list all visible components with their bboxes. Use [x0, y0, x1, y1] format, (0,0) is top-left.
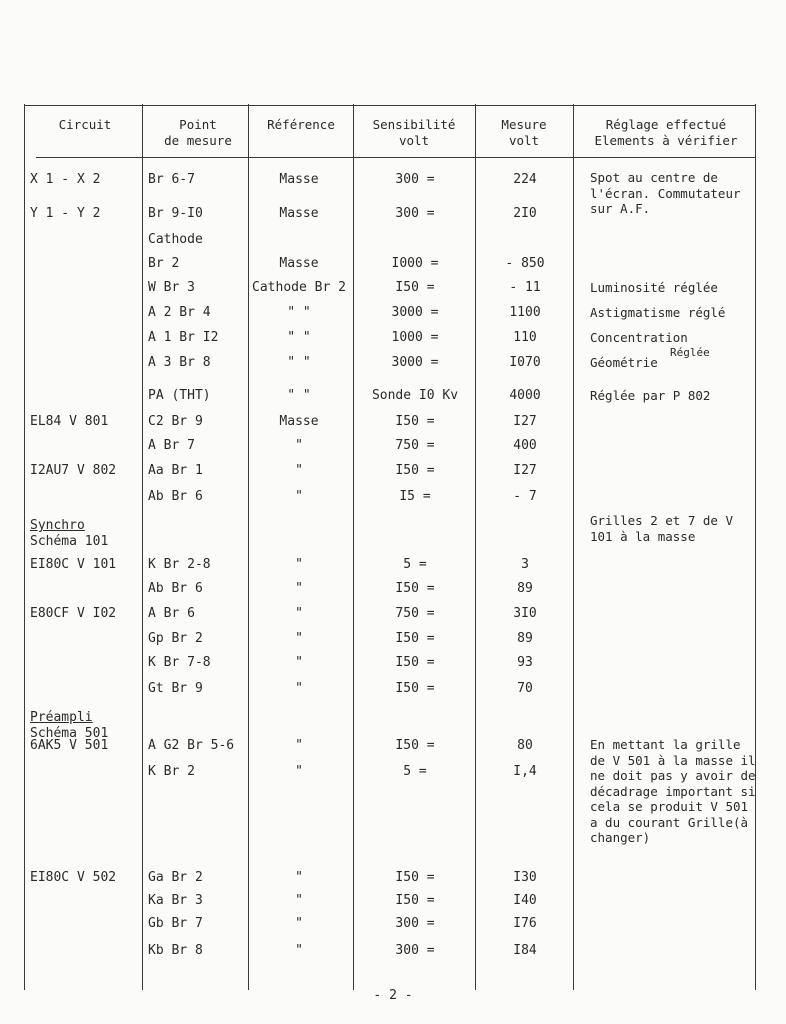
row-point-cell: K Br 2-8	[148, 557, 211, 572]
row-mes-cell: I30	[513, 870, 537, 885]
row-ref-cell: Masse	[279, 256, 319, 271]
row-ref-cell: Masse	[279, 206, 319, 221]
row-note-cell: Réglée par P 802	[590, 388, 711, 403]
row-mes-cell: I070	[509, 355, 541, 370]
header-reference: Référence	[267, 117, 335, 132]
row-point-cell: A 2 Br 4	[148, 305, 211, 320]
row-sens-cell: 750 =	[395, 438, 435, 453]
header-point: Point de mesure	[164, 117, 232, 148]
row-ref-cell: "	[295, 764, 303, 779]
page-number: - 2 -	[373, 988, 413, 1003]
row-sens-cell: I50 =	[395, 463, 435, 478]
row-sens-cell: 5 =	[403, 764, 427, 779]
row-mes-cell: 4000	[509, 388, 541, 403]
row-mes-cell: 80	[517, 738, 533, 753]
row-point-cell: W Br 3	[148, 280, 195, 295]
row-ref-cell: "	[295, 870, 303, 885]
row-sens-cell: I50 =	[395, 870, 435, 885]
column-rule	[142, 104, 143, 990]
row-ref-cell: "	[295, 581, 303, 596]
row-point-cell: Gp Br 2	[148, 631, 203, 646]
row-mes-cell: - 11	[509, 280, 541, 295]
row-circuit-cell: E80CF V I02	[30, 606, 117, 621]
row-point-cell: A Br 6	[148, 606, 195, 621]
row-ref-cell: " "	[287, 305, 311, 320]
row-point-cell: Gb Br 7	[148, 916, 203, 931]
row-sens-cell: Sonde I0 Kv	[371, 388, 459, 403]
row-mes-cell: I,4	[513, 764, 537, 779]
column-rule	[248, 104, 249, 990]
row-mes-cell: I76	[513, 916, 537, 931]
row-mes-cell: 70	[517, 681, 533, 696]
row-mes-cell: - 850	[505, 256, 545, 271]
column-rule	[475, 104, 476, 990]
row-ref-cell: Masse	[279, 172, 319, 187]
row-mes-cell: I27	[513, 463, 537, 478]
preampli-title: Préampli	[30, 710, 93, 725]
row-ref-cell: "	[295, 463, 303, 478]
row-note-cell: Luminosité réglée	[590, 280, 718, 295]
row-point-cell: Ka Br 3	[148, 893, 203, 908]
row-ref-cell: "	[295, 631, 303, 646]
column-rule	[755, 104, 756, 990]
row-sens-cell: 300 =	[395, 943, 435, 958]
table-top-rule	[24, 105, 756, 106]
row-point-cell: Br 2	[148, 256, 180, 271]
row-point-cell: Aa Br 1	[148, 463, 203, 478]
synchro-schema: Schéma 101	[30, 534, 109, 549]
header-mesure: Mesure volt	[501, 117, 547, 148]
row-point-cell: K Br 2	[148, 764, 195, 779]
row-sens-cell: 3000 =	[391, 355, 439, 370]
row-ref-cell: "	[295, 893, 303, 908]
row-circuit-cell: Y 1 - Y 2	[30, 206, 101, 221]
row-sens-cell: I50 =	[395, 631, 435, 646]
row-ref-cell: Cathode Br 2	[252, 280, 346, 295]
row-point-cell: Cathode	[148, 232, 203, 247]
preampli-note: En mettant la grille de V 501 à la masse il ne doit pas y avoir de décadrage important si cela se produit V 501 a du courant Grille(à changer)	[590, 737, 756, 845]
row-sens-cell: 5 =	[403, 557, 427, 572]
row-ref-cell: "	[295, 916, 303, 931]
synchro-title: Synchro	[30, 518, 85, 533]
row-ref-cell: Masse	[279, 414, 319, 429]
row-sens-cell: 300 =	[395, 206, 435, 221]
row-mes-cell: 89	[517, 631, 533, 646]
row-mes-cell: 224	[513, 172, 537, 187]
row-circuit-cell: EI80C V 502	[30, 870, 117, 885]
row-mes-cell: 89	[517, 581, 533, 596]
row-sens-cell: I50 =	[395, 655, 435, 670]
row-circuit-cell: EL84 V 801	[30, 414, 109, 429]
row-sens-cell: 300 =	[395, 172, 435, 187]
row-point-cell: A 1 Br I2	[148, 330, 219, 345]
geometrie-suffix: Réglée	[670, 346, 710, 359]
row-ref-cell: "	[295, 738, 303, 753]
row-mes-cell: I27	[513, 414, 537, 429]
row-point-cell: Ga Br 2	[148, 870, 203, 885]
row-circuit-cell: X 1 - X 2	[30, 172, 101, 187]
row-note-cell: Astigmatisme réglé	[590, 305, 726, 320]
row-sens-cell: 3000 =	[391, 305, 439, 320]
row-note-cell: Concentration	[590, 330, 688, 345]
synchro-circuit: EI80C V 101	[30, 557, 117, 572]
row-point-cell: Br 9-I0	[148, 206, 203, 221]
header-circuit: Circuit	[58, 117, 112, 132]
row-point-cell: Kb Br 8	[148, 943, 203, 958]
column-rule	[353, 104, 354, 990]
row-mes-cell: 1100	[509, 305, 541, 320]
header-bottom-rule	[36, 157, 756, 158]
preampli-schema: Schéma 501	[30, 726, 109, 741]
row-ref-cell: "	[295, 438, 303, 453]
row-sens-cell: I50 =	[395, 738, 435, 753]
row-point-cell: K Br 7-8	[148, 655, 211, 670]
header-sensibilite: Sensibilité volt	[372, 117, 456, 148]
row-point-cell: A Br 7	[148, 438, 195, 453]
row-ref-cell: "	[295, 557, 303, 572]
row-point-cell: A 3 Br 8	[148, 355, 211, 370]
row-ref-cell: " "	[287, 355, 311, 370]
row-mes-cell: 3I0	[513, 606, 537, 621]
row-ref-cell: " "	[287, 330, 311, 345]
row-sens-cell: I50 =	[395, 681, 435, 696]
spot-note: Spot au centre de l'écran. Commutateur sur A.F.	[590, 170, 741, 216]
row-ref-cell: "	[295, 606, 303, 621]
row-sens-cell: I50 =	[395, 581, 435, 596]
row-point-cell: Br 6-7	[148, 172, 195, 187]
row-note-cell: Géométrie	[590, 355, 658, 370]
synchro-note: Grilles 2 et 7 de V 101 à la masse	[590, 513, 733, 544]
row-sens-cell: 750 =	[395, 606, 435, 621]
row-sens-cell: I5 =	[399, 489, 431, 504]
row-mes-cell: 2I0	[513, 206, 537, 221]
row-mes-cell: 93	[517, 655, 533, 670]
row-mes-cell: I84	[513, 943, 537, 958]
row-point-cell: Ab Br 6	[148, 581, 203, 596]
column-rule	[24, 104, 25, 990]
row-sens-cell: I50 =	[395, 280, 435, 295]
row-sens-cell: I000 =	[391, 256, 439, 271]
row-ref-cell: "	[295, 681, 303, 696]
header-reglage: Réglage effectué Elements à vérifier	[594, 117, 738, 148]
row-ref-cell: "	[295, 655, 303, 670]
row-point-cell: C2 Br 9	[148, 414, 203, 429]
row-sens-cell: I50 =	[395, 893, 435, 908]
row-point-cell: PA (THT)	[148, 388, 211, 403]
column-rule	[573, 104, 574, 990]
row-point-cell: A G2 Br 5-6	[148, 738, 235, 753]
row-ref-cell: "	[295, 943, 303, 958]
row-point-cell: Ab Br 6	[148, 489, 203, 504]
row-mes-cell: - 7	[513, 489, 537, 504]
row-point-cell: Gt Br 9	[148, 681, 203, 696]
row-ref-cell: " "	[287, 388, 311, 403]
row-sens-cell: 300 =	[395, 916, 435, 931]
row-ref-cell: "	[295, 489, 303, 504]
row-circuit-cell: I2AU7 V 802	[30, 463, 117, 478]
row-sens-cell: 1000 =	[391, 330, 439, 345]
row-sens-cell: I50 =	[395, 414, 435, 429]
row-circuit-cell: 6AK5 V 501	[30, 738, 109, 753]
row-mes-cell: 110	[513, 330, 537, 345]
row-mes-cell: 3	[521, 557, 529, 572]
row-mes-cell: I40	[513, 893, 537, 908]
row-mes-cell: 400	[513, 438, 537, 453]
